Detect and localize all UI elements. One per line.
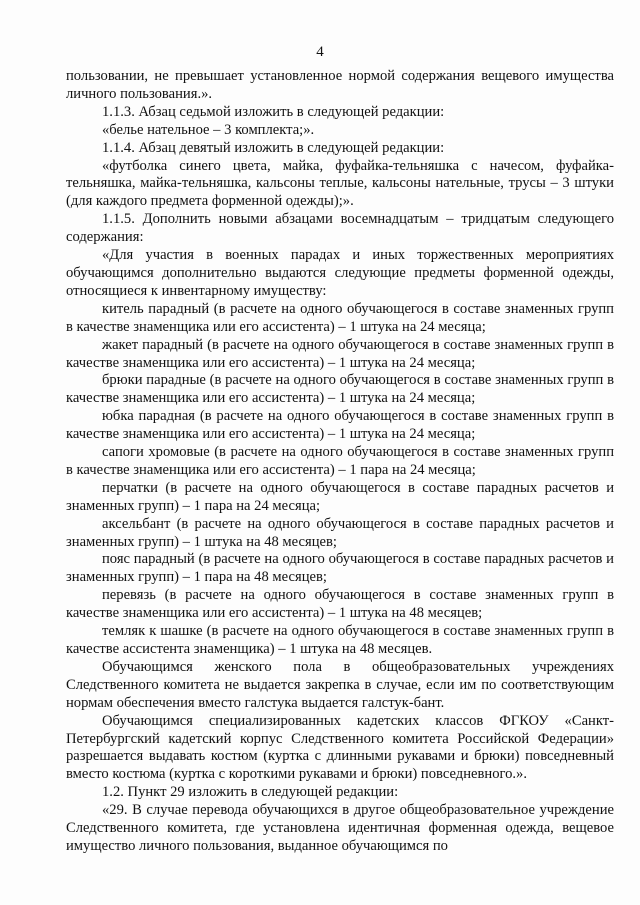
list-item-sash: перевязь (в расчете на одного обучающегося в составе знаменных групп в качестве знаменщика или его ассистента) – 1 штука на 48 месяцев; <box>66 587 614 622</box>
paragraph-1-2: 1.2. Пункт 29 изложить в следующей редакции: <box>102 784 399 801</box>
list-item-skirt: юбка парадная (в расчете на одного обучающегося в составе знаменных групп в качестве знаменщика или его ассистента) – 1 штука на 24 месяца; <box>66 408 614 443</box>
paragraph-cadet-classes: Обучающимся специализированных кадетских классов ФГКОУ «Санкт-Петербургский кадетский корпус Следственного комитета Российской Федерации» разрешается выдавать костюм (куртка с длинными рукавами и брюки) повседневный вместо костюма (куртка с короткими рукавами и брюки) повседневного.». <box>66 712 614 783</box>
paragraph-underwear: «белье нательное – 3 комплекта;». <box>102 121 315 138</box>
paragraph-29: «29. В случае перевода обучающихся в другое общеобразовательное учреждение Следственного комитета, где установлена идентичная форменная одежда, вещевое имущество личного пользования, выданное обучающимся по <box>66 802 614 854</box>
list-item-gloves: перчатки (в расчете на одного обучающегося в составе парадных расчетов и знаменных групп) – 1 пара на 24 месяца; <box>66 479 614 514</box>
paragraph-continuation: пользовании, не превышает установленное нормой содержания вещевого имущества личного пользования.». <box>66 68 614 102</box>
list-item-belt: пояс парадный (в расчете на одного обучающегося в составе парадных расчетов и знаменных групп) – 1 пара на 48 месяцев; <box>66 551 614 586</box>
paragraph-1-1-3: 1.1.3. Абзац седьмой изложить в следующей редакции: <box>102 103 445 120</box>
list-item-trousers: брюки парадные (в расчете на одного обучающегося в составе знаменных групп в качестве знаменщика или его ассистента) – 1 штука на 24 месяца; <box>66 372 614 407</box>
paragraph-1-1-4: 1.1.4. Абзац девятый изложить в следующей редакции: <box>102 139 445 156</box>
paragraph-female-students: Обучающимся женского пола в общеобразовательных учреждениях Следственного комитета не выдается закрепка в случае, если им по соответствующим нормам обеспечения вместо галстука выдается галстук-бант. <box>66 658 614 711</box>
document-body <box>66 68 614 856</box>
page-number: 4 <box>316 44 324 60</box>
list-item-sword-knot: темляк к шашке (в расчете на одного обучающегося в составе знаменных групп в качестве ассистента знаменщика) – 1 штука на 48 месяцев. <box>66 623 614 657</box>
list-item-aiguillette: аксельбант (в расчете на одного обучающегося в составе парадных расчетов и знаменных групп) – 1 штука на 48 месяцев; <box>66 515 614 550</box>
list-item-tunic: китель парадный (в расчете на одного обучающегося в составе знаменных групп в качестве знаменщика или его ассистента) – 1 штука на 24 месяца; <box>66 300 614 335</box>
paragraph-1-1-5: 1.1.5. Дополнить новыми абзацами восемнадцатым – тридцатым следующего содержания: <box>66 211 614 246</box>
list-item-jacket: жакет парадный (в расчете на одного обучающегося в составе знаменных групп в качестве знаменщика или его ассистента) – 1 штука на 24 месяца; <box>66 336 614 371</box>
list-item-boots: сапоги хромовые (в расчете на одного обучающегося в составе знаменных групп в качестве знаменщика или его ассистента) – 1 пара на 24 месяца; <box>66 444 614 478</box>
paragraph-parades: «Для участия в военных парадах и иных торжественных мероприятиях обучающимся дополнительно выдаются следующие предметы форменной одежды, относящиеся к инвентарному имуществу: <box>66 247 614 299</box>
paragraph-tshirt: «футболка синего цвета, майка, фуфайка-тельняшка с начесом, фуфайка-тельняшка, майка-тельняшка, кальсоны теплые, кальсоны нательные, трусы – 3 штуки (для каждого предмета форменной одежды);». <box>66 157 614 210</box>
